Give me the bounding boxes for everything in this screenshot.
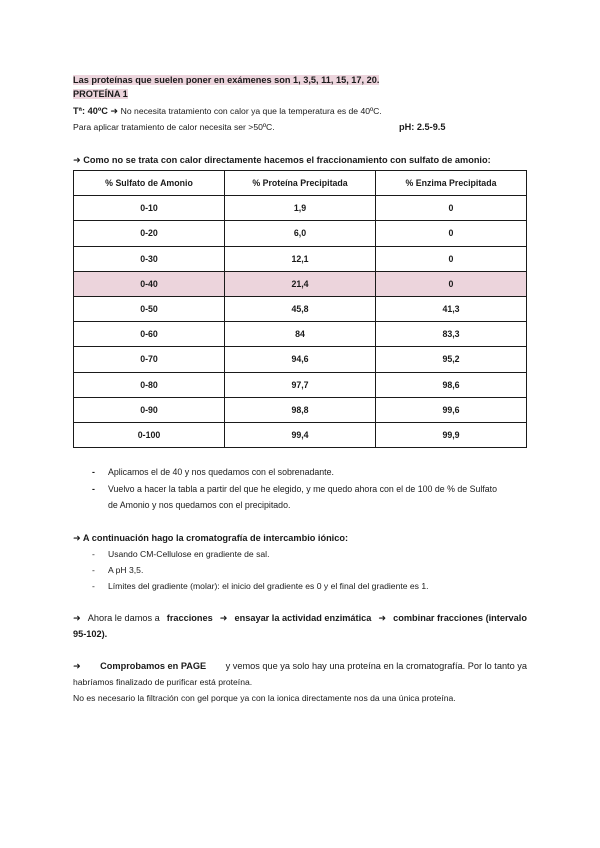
bullet-mark: - <box>92 467 95 477</box>
table-row: 0-70 94,6 95,2 <box>74 347 527 372</box>
page-check-line-2: habríamos finalizado de purificar está proteína. <box>73 677 253 687</box>
table-row-highlighted: 0-40 21,4 0 <box>74 271 527 296</box>
dash-mark: - <box>92 549 95 559</box>
dash-mark: - <box>92 581 95 591</box>
arrow-icon: ➜ <box>378 613 387 623</box>
chromatography-heading: ➜ A continuación hago la cromatografía de intercambio iónico: <box>73 533 349 543</box>
ph-range: pH: 2.5-9.5 <box>399 122 446 132</box>
table-row: 0-60 84 83,3 <box>74 322 527 347</box>
page-check-line-3: No es necesario la filtración con gel porque ya con la ionica directamente nos da una única proteína. <box>73 693 456 703</box>
temperature-line: Tª: 40ºC ➜ No necesita tratamiento con calor ya que la temperatura es de 40ºC. <box>73 106 382 116</box>
table-row: 0-20 6,0 0 <box>74 221 527 246</box>
heat-treatment-line: Para aplicar tratamiento de calor necesita ser >50ºC. <box>73 122 275 132</box>
table-row: 0-30 12,1 0 <box>74 246 527 271</box>
arrow-icon: ➜ <box>73 661 81 671</box>
bullet-mark: - <box>92 484 95 494</box>
table-row: 0-100 99,4 99,9 <box>74 422 527 447</box>
fractionation-heading: ➜ Como no se trata con calor directamente hacemos el fraccionamiento con sulfato de amonio: <box>73 155 491 165</box>
arrow-icon: ➜ <box>219 613 228 623</box>
temperature-label: Tª: 40ºC <box>73 106 108 116</box>
exam-proteins-line: Las proteínas que suelen poner en exámenes son 1, 3,5, 11, 15, 17, 20. <box>73 75 380 85</box>
table-header-row <box>74 171 527 196</box>
column-header-protein: % Proteína Precipitada <box>225 171 376 196</box>
protein-title: PROTEÍNA 1 <box>73 89 128 99</box>
arrow-icon: ➜ <box>110 106 119 116</box>
table-row: 0-10 1,9 0 <box>74 196 527 221</box>
table-row: 0-50 45,8 41,3 <box>74 296 527 321</box>
table-row: 0-90 98,8 99,6 <box>74 397 527 422</box>
dash-mark: - <box>92 565 95 575</box>
column-header-enzyme: % Enzima Precipitada <box>376 171 527 196</box>
ammonium-sulfate-table <box>73 170 527 448</box>
page-check-line: ➜ Comprobamos en PAGE y vemos que ya solo hay una proteína en la cromatografía. Por lo tanto ya <box>73 661 527 671</box>
column-header-sulfate: % Sulfato de Amonio <box>74 171 225 196</box>
arrow-icon: ➜ <box>73 613 81 623</box>
fractions-line-2: 95-102). <box>73 629 108 639</box>
fractions-line: ➜ Ahora le damos a fracciones ➜ ensayar la actividad enzimática ➜ combinar fracciones (intervalo <box>73 613 527 623</box>
document-page: Las proteínas que suelen poner en exámenes son 1, 3,5, 11, 15, 17, 20. PROTEÍNA 1 Tª: 40ºC ➜ No necesita tratamiento con calor ya que la temperatura es de 40ºC. Para aplicar tratamiento de calor necesita ser >50ºC. pH: 2.5-9.5 ➜ Como no se trata con calor directamente hacemos el fraccionamiento con sulfato de amonio: % Sulfato de Amonio % Proteína Precipitada % Enzima Precipitada 0-10 1,9 0 0-20 6,0 0 0-30 12,1 0 0-40 21,4 0 0-50 45,8 41,3 0-60 84 83,3 0-70 94,6 95,2 0-80 97,7 98,6 0-90 98,8 99,6 0-100 99,4 99,9 - Aplicamos el de 40 y nos quedamos con el sobrenadante. - Vuelvo a hacer la tabla a partir del que he elegido, y me quedo ahora con el de 100 de % de Sulfato de Amonio y nos quedamos con el precipitado. ➜ A continuación hago la cromatografía de intercambio iónico: - Usando CM-Cellulose en gradiente de sal. - A pH 3,5. - Límites del gradiente (molar): el inicio del gradiente es 0 y el final del gradiente es 1. ➜ Ahora le damos a fracciones ➜ ensayar la actividad enzimática ➜ combinar fracciones (intervalo 95-102). ➜ Comprobamos en PAGE y vemos que ya solo hay una proteína en la cromatografía. Por lo tanto ya habríamos finalizado de purificar está proteína. No es necesario la filtración con gel porque ya con la ionica directamente nos da una única proteína. <box>73 75 527 703</box>
table-row: 0-80 97,7 98,6 <box>74 372 527 397</box>
